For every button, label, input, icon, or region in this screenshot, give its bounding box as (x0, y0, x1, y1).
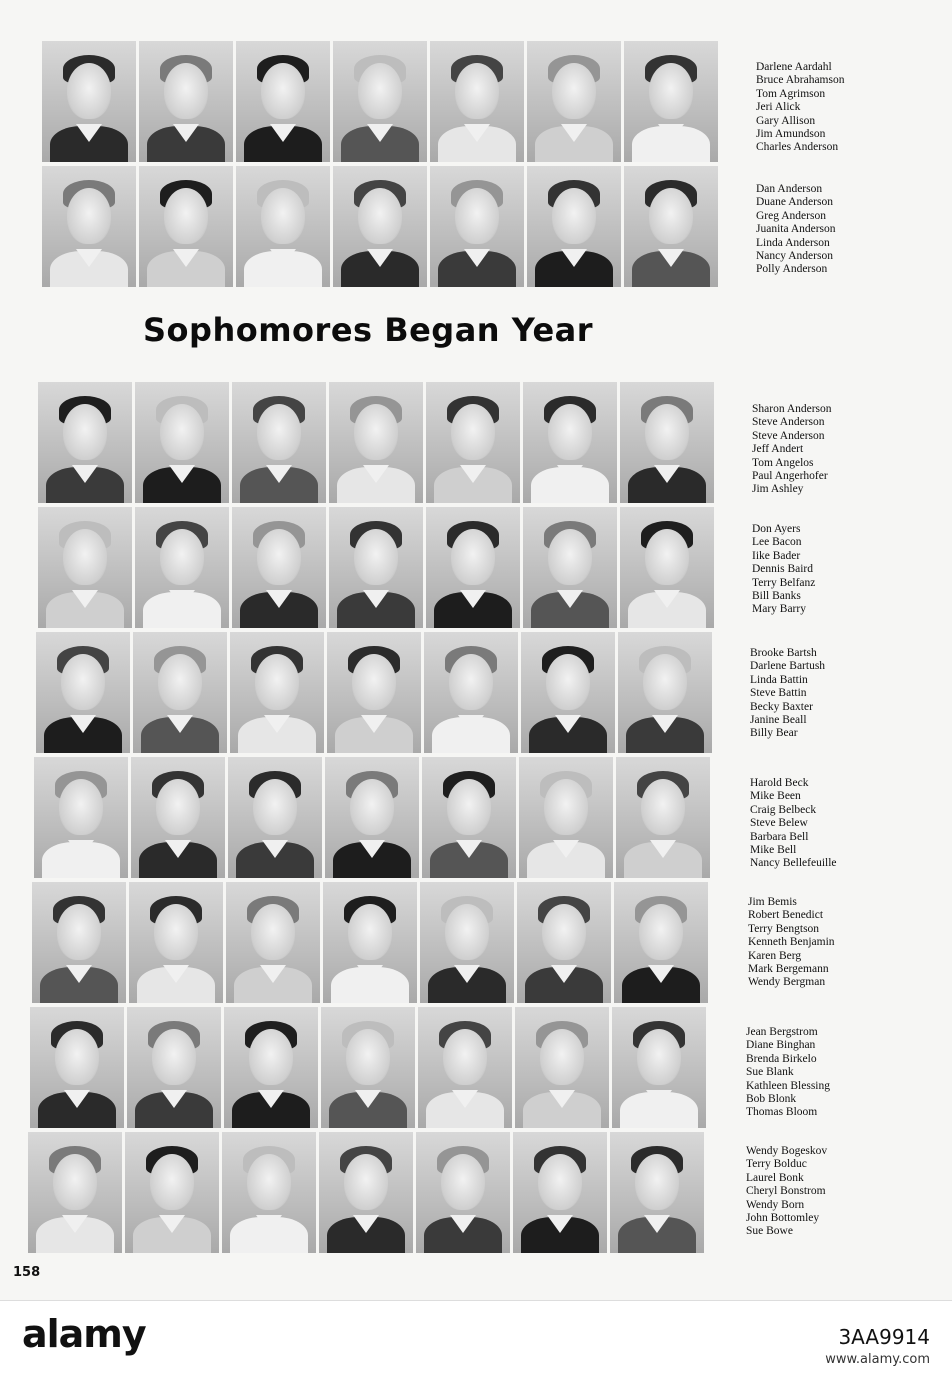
name-list (756, 61, 844, 155)
student-portrait (236, 41, 330, 162)
student-portrait (620, 507, 714, 628)
student-portrait (614, 882, 708, 1003)
student-name: Laurel Bonk (746, 1171, 804, 1184)
portrait-row (30, 1007, 706, 1128)
student-name: Charles Anderson (756, 141, 839, 154)
student-portrait (430, 166, 524, 287)
student-name: Linda Battin (750, 673, 808, 686)
student-name: Sue Blank (746, 1066, 794, 1079)
student-name: Darlene Bartush (750, 660, 826, 673)
student-portrait (135, 382, 229, 503)
student-portrait (612, 1007, 706, 1128)
footer-url: www.alamy.com (825, 1352, 930, 1367)
student-portrait (418, 1007, 512, 1128)
student-portrait (523, 507, 617, 628)
student-name: Craig Belbeck (750, 803, 817, 816)
portrait-row (36, 632, 712, 753)
student-name: Don Ayers (752, 523, 801, 535)
student-name: Tom Agrimson (756, 87, 826, 100)
student-portrait (28, 1132, 122, 1253)
student-name: Wendy Bogeskov (746, 1145, 828, 1157)
student-name: Steve Anderson (752, 429, 825, 442)
student-portrait (30, 1007, 124, 1128)
student-name: Jim Ashley (752, 483, 804, 496)
student-portrait (236, 166, 330, 287)
student-name: Jim Bemis (748, 896, 797, 908)
portrait-row (42, 166, 718, 287)
image-id: 3AA9914 (838, 1325, 930, 1349)
student-name: Brooke Bartsh (750, 647, 817, 659)
student-portrait (333, 41, 427, 162)
portrait-row (38, 382, 714, 503)
name-list (746, 1026, 830, 1120)
page-number: 158 (13, 1265, 41, 1280)
student-name: Robert Benedict (748, 909, 824, 922)
name-list (752, 523, 815, 617)
student-portrait (323, 882, 417, 1003)
student-portrait (527, 166, 621, 287)
student-portrait (527, 41, 621, 162)
student-portrait (224, 1007, 318, 1128)
student-portrait (416, 1132, 510, 1253)
student-portrait (420, 882, 514, 1003)
student-portrait (422, 757, 516, 878)
student-name: Tom Angelos (752, 456, 814, 469)
student-portrait (426, 507, 520, 628)
portrait-row (28, 1132, 704, 1253)
student-portrait (226, 882, 320, 1003)
student-portrait (133, 632, 227, 753)
student-name: Steve Battin (750, 687, 807, 700)
student-name: Juanita Anderson (756, 223, 836, 236)
student-portrait (42, 166, 136, 287)
student-name: Terry Belfanz (752, 576, 816, 589)
student-portrait (329, 382, 423, 503)
student-name: Brenda Birkelo (746, 1052, 817, 1065)
student-name: Bruce Abrahamson (756, 74, 845, 87)
name-list (750, 777, 837, 871)
student-name: Bill Banks (752, 590, 801, 603)
student-name: Cheryl Bonstrom (746, 1185, 826, 1198)
student-name: Dan Anderson (756, 183, 823, 195)
student-name: Jeff Andert (752, 443, 804, 456)
student-portrait (426, 382, 520, 503)
student-name: Mike Been (750, 790, 801, 803)
student-portrait (321, 1007, 415, 1128)
student-name: Terry Bolduc (746, 1158, 807, 1171)
student-portrait (230, 632, 324, 753)
student-portrait (38, 507, 132, 628)
student-name: Greg Anderson (756, 209, 826, 222)
student-name: Lee Bacon (752, 536, 802, 549)
student-name: Jean Bergstrom (746, 1026, 818, 1038)
student-name: Iike Bader (752, 549, 801, 562)
portrait-row (42, 41, 718, 162)
student-portrait (327, 632, 421, 753)
student-name: Mike Bell (750, 844, 797, 857)
student-portrait (325, 757, 419, 878)
name-list (752, 403, 832, 497)
student-name: Harold Beck (750, 777, 809, 789)
student-portrait (131, 757, 225, 878)
student-name: Billy Bear (750, 727, 798, 740)
student-portrait (129, 882, 223, 1003)
student-name: Dennis Baird (752, 563, 814, 576)
student-portrait (125, 1132, 219, 1253)
name-list (746, 1145, 827, 1239)
student-portrait (333, 166, 427, 287)
student-name: Linda Anderson (756, 236, 830, 249)
student-name: Diane Binghan (746, 1039, 816, 1052)
student-name: Becky Baxter (750, 700, 813, 713)
student-name: Nancy Bellefeuille (750, 857, 837, 870)
student-name: John Bottomley (746, 1212, 820, 1225)
student-portrait (228, 757, 322, 878)
student-name: Nancy Anderson (756, 250, 833, 263)
student-name: Barbara Bell (750, 830, 809, 843)
student-portrait (618, 632, 712, 753)
name-list (750, 647, 825, 741)
student-portrait (515, 1007, 609, 1128)
student-name: Steve Belew (750, 817, 808, 830)
student-portrait (34, 757, 128, 878)
student-portrait (513, 1132, 607, 1253)
student-portrait (36, 632, 130, 753)
portrait-row (32, 882, 708, 1003)
student-portrait (127, 1007, 221, 1128)
student-name: Mary Barry (752, 603, 806, 616)
student-portrait (624, 166, 718, 287)
student-name: Kenneth Benjamin (748, 936, 835, 949)
student-portrait (232, 507, 326, 628)
name-list (748, 896, 835, 990)
student-name: Wendy Born (746, 1198, 805, 1211)
student-portrait (624, 41, 718, 162)
student-name: Wendy Bergman (748, 976, 826, 989)
student-portrait (222, 1132, 316, 1253)
student-portrait (329, 507, 423, 628)
student-portrait (139, 41, 233, 162)
student-portrait (32, 882, 126, 1003)
student-name: Paul Angerhofer (752, 470, 828, 483)
student-portrait (139, 166, 233, 287)
student-portrait (424, 632, 518, 753)
student-name: Duane Anderson (756, 196, 833, 209)
student-name: Gary Allison (756, 114, 816, 127)
student-portrait (521, 632, 615, 753)
student-name: Jim Amundson (756, 128, 826, 141)
student-portrait (616, 757, 710, 878)
student-portrait (523, 382, 617, 503)
student-name: Polly Anderson (756, 263, 828, 276)
student-name: Jeri Alick (756, 101, 801, 114)
section-title: Sophomores Began Year (143, 311, 594, 349)
student-name: Darlene Aardahl (756, 61, 832, 73)
student-name: Janine Beall (750, 714, 807, 727)
student-name: Steve Anderson (752, 416, 825, 429)
student-name: Kathleen Blessing (746, 1079, 830, 1092)
student-name: Bob Blonk (746, 1093, 797, 1106)
student-portrait (517, 882, 611, 1003)
student-portrait (38, 382, 132, 503)
watermark-logo: alamy (22, 1312, 146, 1356)
student-name: Terry Bengtson (748, 922, 820, 935)
student-name: Karen Berg (748, 949, 802, 962)
student-portrait (519, 757, 613, 878)
student-portrait (42, 41, 136, 162)
student-name: Sharon Anderson (752, 403, 832, 415)
student-portrait (232, 382, 326, 503)
name-list (756, 183, 836, 277)
student-portrait (430, 41, 524, 162)
student-portrait (620, 382, 714, 503)
student-portrait (610, 1132, 704, 1253)
portrait-row (38, 507, 714, 628)
student-name: Sue Bowe (746, 1225, 793, 1238)
student-name: Thomas Bloom (746, 1106, 818, 1119)
student-portrait (135, 507, 229, 628)
student-portrait (319, 1132, 413, 1253)
portrait-row (34, 757, 710, 878)
student-name: Mark Bergemann (748, 963, 829, 976)
